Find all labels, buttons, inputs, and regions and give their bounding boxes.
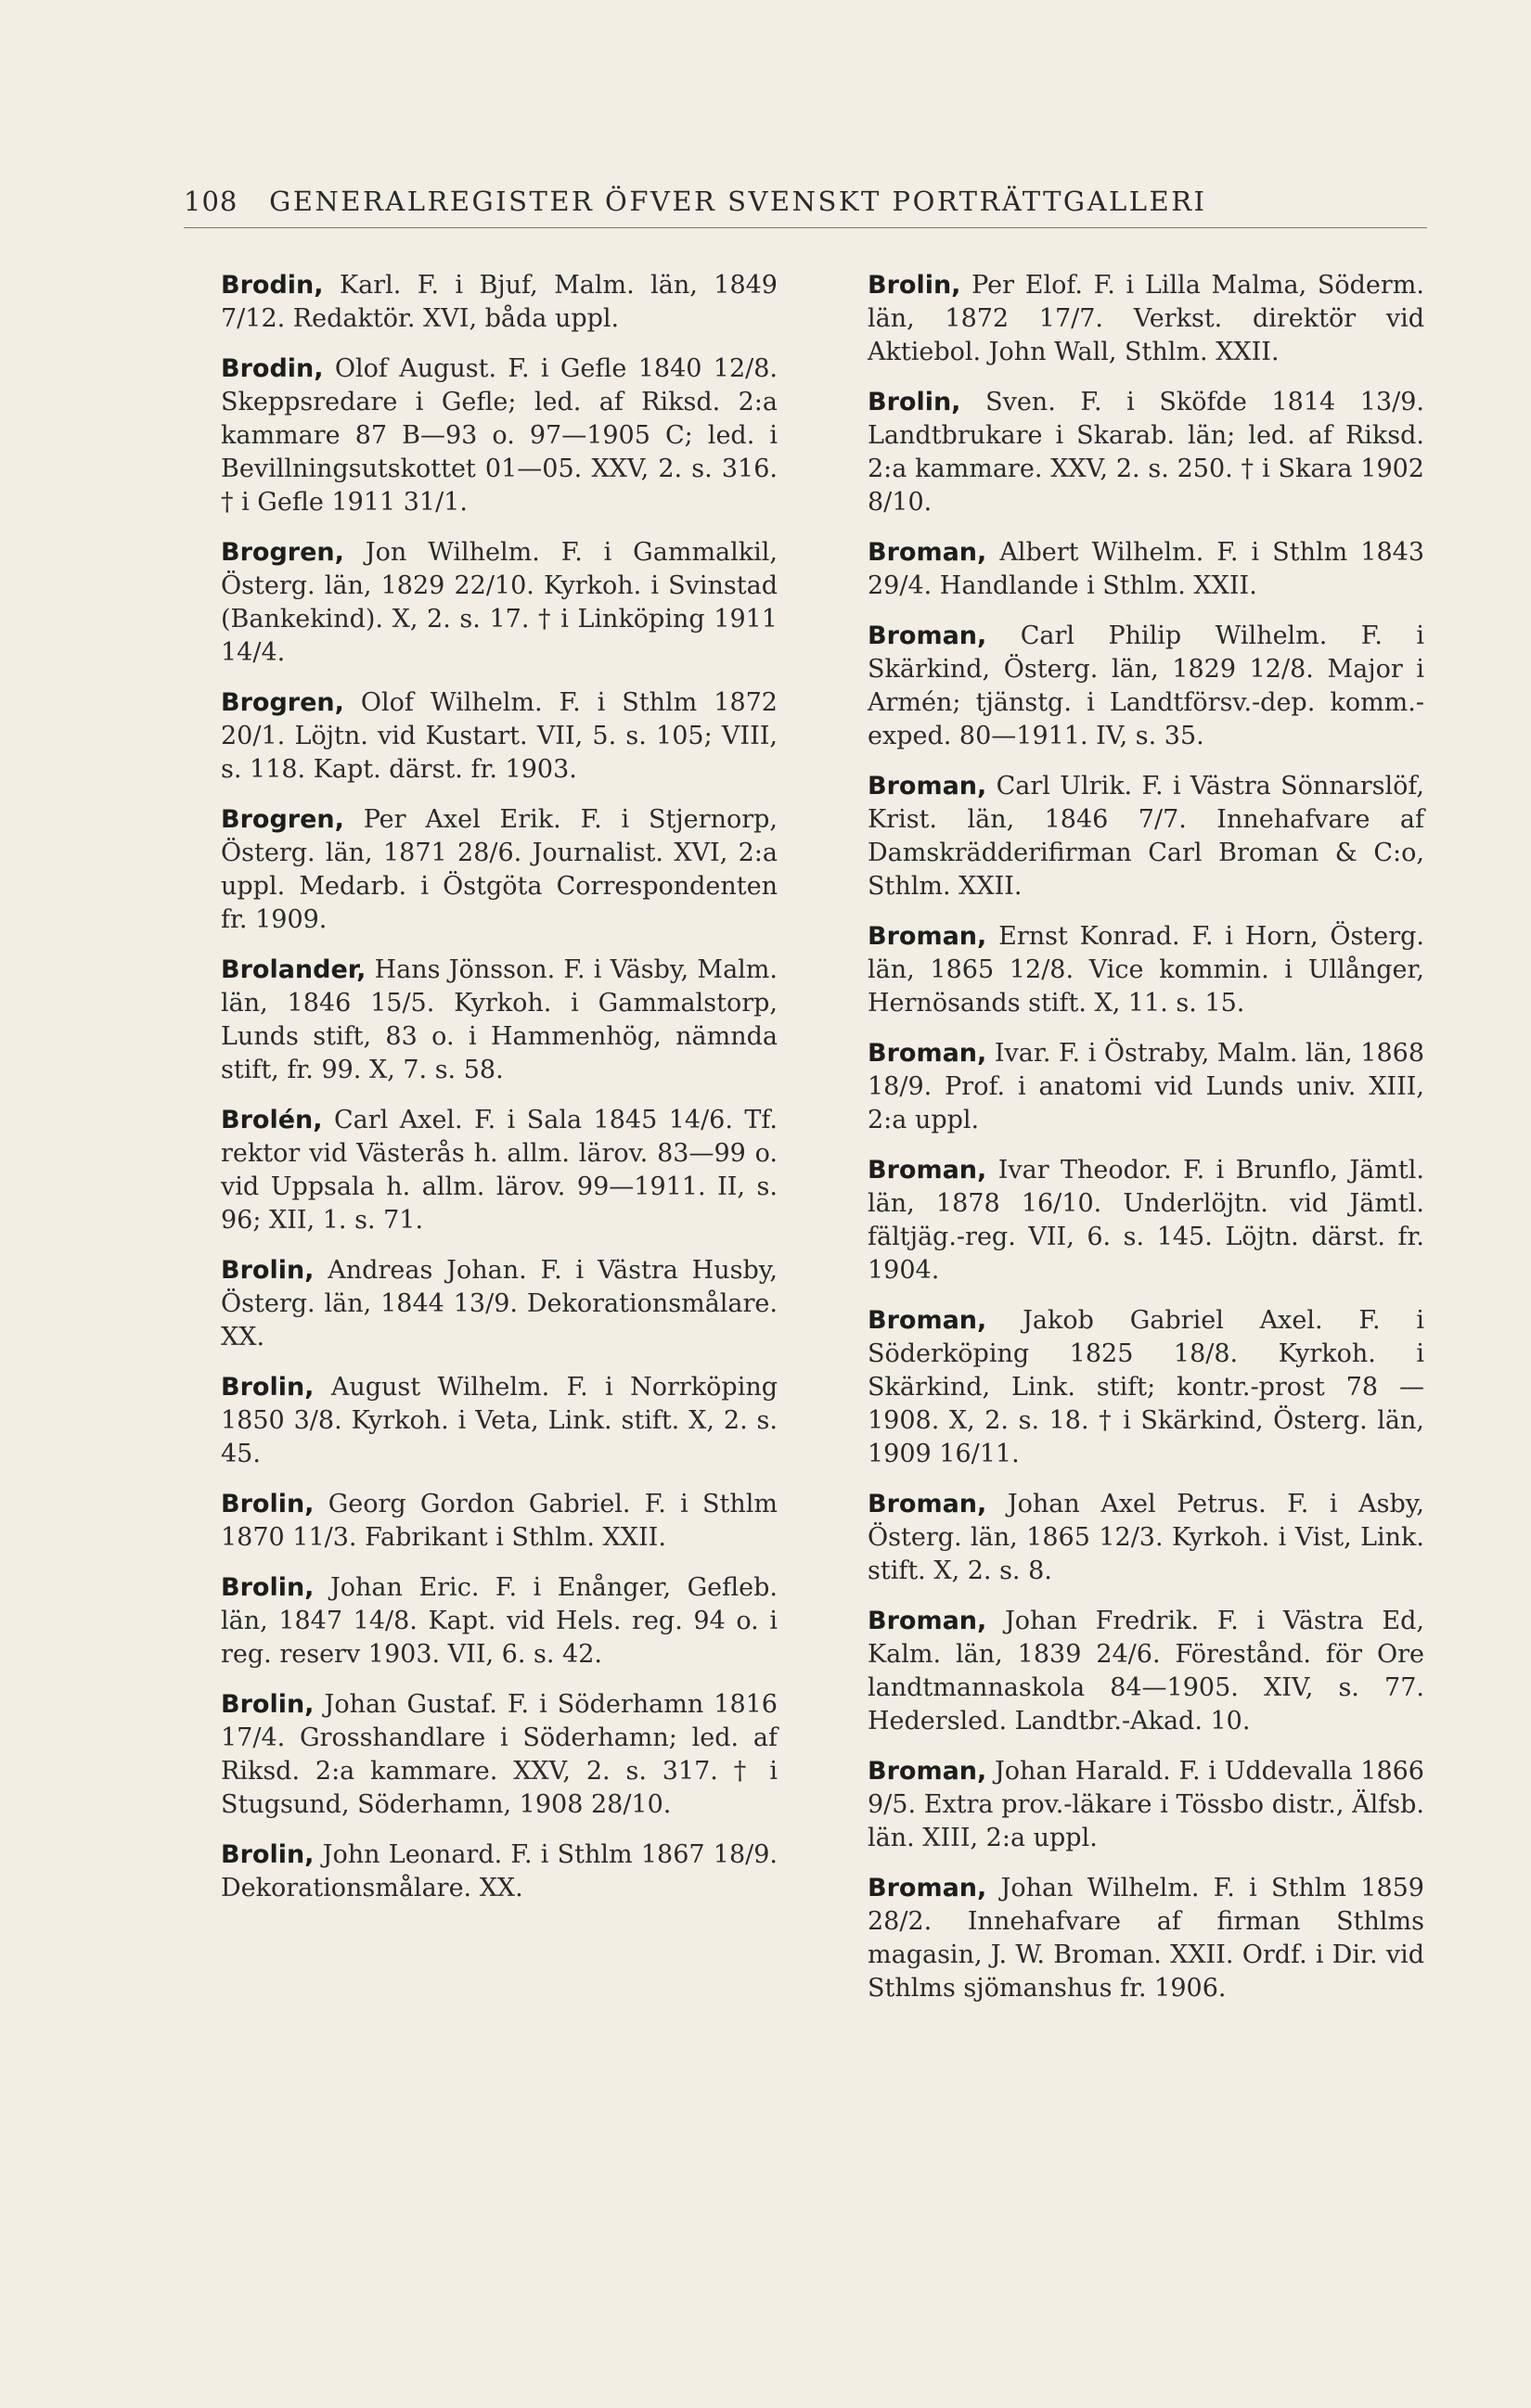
entry-text: Per Elof. F. i Lilla Malma, Söderm. län, 1872 17/7. Verkst. direktör vid Aktiebol. John Wall, Sthlm. XXII. [868, 271, 1424, 366]
register-entry [221, 1254, 778, 1354]
register-entry [868, 269, 1424, 369]
entry-text: Olof Wilhelm. F. i Sthlm 1872 20/1. Löjtn. vid Kustart. VII, 5. s. 105; VIII, s. 118. Kapt. därst. fr. 1903. [221, 688, 778, 784]
entry-text: Albert Wilhelm. F. i Sthlm 1843 29/4. Handlande i Sthlm. XXII. [868, 538, 1425, 600]
entry-text: Ivar Theodor. F. i Brunflo, Jämtl. län, 1878 16/10. Underlöjtn. vid Jämtl. fältjäg.-reg. VII, 6. s. 145. Löjtn. därst. fr. 1904. [868, 1156, 1424, 1285]
entry-text: Andreas Johan. F. i Västra Husby, Österg. län, 1844 13/9. Dekorationsmålare. XX. [221, 1256, 778, 1351]
entry-surname: Brolander, [221, 955, 367, 984]
entry-surname: Broman, [868, 538, 987, 567]
register-entry [868, 1605, 1424, 1738]
entry-text: August Wilhelm. F. i Norrköping 1850 3/8. Kyrkoh. i Veta, Link. stift. X, 2. s. 45. [221, 1373, 778, 1468]
register-entry [868, 770, 1424, 903]
entry-text: Hans Jönsson. F. i Väsby, Malm. län, 1846 15/5. Kyrkoh. i Gammalstorp, Lunds stift, 83 o. i Hammenhög, nämnda stift, fr. 99. X, 7. s. 58. [221, 955, 778, 1084]
entry-surname: Brogren, [221, 538, 344, 567]
entry-text: Johan Eric. F. i Enånger, Gefleb. län, 1847 14/8. Kapt. vid Hels. reg. 94 o. i reg. reserv 1903. VII, 6. s. 42. [221, 1573, 778, 1669]
entry-text: Jon Wilhelm. F. i Gammalkil, Österg. län, 1829 22/10. Kyrkoh. i Svinstad (Bankekind). X, 2. s. 17. † i Linköping 1911 14/4. [221, 538, 778, 667]
entry-text: Georg Gordon Gabriel. F. i Sthlm 1870 11/3. Fabrikant i Sthlm. XXII. [221, 1490, 778, 1552]
entry-text: Per Axel Erik. F. i Stjernorp, Österg. län, 1871 28/6. Journalist. XVI, 2:a uppl. Medarb. i Östgöta Correspondenten fr. 1909. [221, 805, 778, 934]
left-column [221, 269, 778, 1922]
register-entry [868, 1037, 1424, 1137]
header-rule [184, 227, 1427, 228]
register-entry [868, 620, 1424, 753]
entry-surname: Broman, [868, 1306, 987, 1335]
entry-text: Olof August. F. i Gefle 1840 12/8. Skeppsredare i Gefle; led. af Riksd. 2:a kammare 87 B—93 o. 97—1905 C; led. i Bevillningsutskottet 01—05. XXV, 2. s. 316. † i Gefle 1911 31/1. [221, 354, 778, 517]
entry-text: Johan Fredrik. F. i Västra Ed, Kalm. län, 1839 24/6. Förestånd. för Ore landtmannaskola 84—1905. XIV, s. 77. Hedersled. Landtbr.-Akad. 10. [868, 1607, 1424, 1736]
entry-text: Carl Axel. F. i Sala 1845 14/6. Tf. rektor vid Västerås h. allm. lärov. 83—99 o. vid Uppsala h. allm. lärov. 99—1911. II, s. 96; XII, 1. s. 71. [221, 1106, 778, 1235]
entry-text: Karl. F. i Bjuf, Malm. län, 1849 7/12. Redaktör. XVI, båda uppl. [221, 271, 778, 333]
register-entry [221, 686, 778, 787]
entry-surname: Brodin, [221, 271, 324, 300]
register-entry [868, 1755, 1424, 1855]
entry-text: Jakob Gabriel Axel. F. i Söderköping 1825 18/8. Kyrkoh. i Skärkind, Link. stift; kontr.-prost 78 —1908. X, 2. s. 18. † i Skärkind, Österg. län, 1909 16/11. [868, 1306, 1424, 1468]
entry-surname: Broman, [868, 922, 987, 951]
entry-text: Sven. F. i Sköfde 1814 13/9. Landtbrukare i Skarab. län; led. af Riksd. 2:a kammare. XXV, 2. s. 250. † i Skara 1902 8/10. [868, 388, 1424, 517]
entry-text: Ivar. F. i Östraby, Malm. län, 1868 18/9. Prof. i anatomi vid Lunds univ. XIII, 2:a uppl. [868, 1039, 1425, 1134]
entry-text: Carl Philip Wilhelm. F. i Skärkind, Österg. län, 1829 12/8. Major i Armén; tjänstg. i Landtförsv.-dep. komm.-exped. 80—1911. IV, s. 35. [868, 621, 1424, 750]
register-entry [221, 536, 778, 670]
right-column [868, 269, 1424, 2022]
register-entry [221, 1838, 778, 1905]
entry-surname: Brolin, [221, 1256, 315, 1285]
entry-surname: Brolin, [221, 1690, 315, 1719]
entry-surname: Brolin, [221, 1490, 315, 1518]
entry-text: Johan Wilhelm. F. i Sthlm 1859 28/2. Innehafvare af firman Sthlms magasin, J. W. Broman. XXII. Ordf. i Dir. vid Sthlms sjömanshus fr. 1906. [868, 1874, 1424, 2003]
entry-surname: Brogren, [221, 805, 344, 834]
entry-surname: Broman, [868, 1757, 987, 1786]
register-entry [868, 1872, 1424, 2005]
register-entry [868, 386, 1424, 519]
register-entry [868, 536, 1424, 603]
entry-text: Carl Ulrik. F. i Västra Sönnarslöf, Krist. län, 1846 7/7. Innehafvare af Damskrädderifirman Carl Broman & C:o, Sthlm. XXII. [868, 772, 1424, 901]
register-entry [221, 352, 778, 519]
register-entry [221, 269, 778, 336]
entry-surname: Brolin, [221, 1573, 315, 1602]
register-entry [868, 1488, 1424, 1588]
entry-text: Johan Axel Petrus. F. i Asby, Österg. län, 1865 12/3. Kyrkoh. i Vist, Link. stift. X, 2. s. 8. [868, 1490, 1424, 1585]
entry-surname: Brodin, [221, 354, 324, 383]
entry-text: John Leonard. F. i Sthlm 1867 18/9. Dekorationsmålare. XX. [221, 1840, 778, 1902]
register-entry [221, 1688, 778, 1822]
entry-text: Johan Harald. F. i Uddevalla 1866 9/5. Extra prov.-läkare i Tössbo distr., Älfsb. län. XIII, 2:a uppl. [868, 1757, 1424, 1852]
page-title: GENERALREGISTER ÖFVER SVENSKT PORTRÄTTGALLERI [269, 186, 1207, 217]
entry-surname: Broman, [868, 772, 987, 801]
entry-surname: Brolin, [221, 1840, 315, 1869]
entry-surname: Brolin, [868, 388, 961, 416]
register-entry [221, 1371, 778, 1471]
entry-surname: Brolin, [221, 1373, 315, 1402]
register-entry [221, 1488, 778, 1555]
register-entry [868, 1304, 1424, 1471]
page-number: 108 [184, 186, 238, 217]
entry-text: Ernst Konrad. F. i Horn, Österg. län, 1865 12/8. Vice kommin. i Ullånger, Hernösands stift. X, 11. s. 15. [868, 922, 1424, 1018]
entry-surname: Broman, [868, 1039, 987, 1068]
entry-surname: Broman, [868, 1607, 987, 1635]
entry-text: Johan Gustaf. F. i Söderhamn 1816 17/4. Grosshandlare i Söderhamn; led. af Riksd. 2:a kammare. XXV, 2. s. 317. † i Stugsund, Söderhamn, 1908 28/10. [221, 1690, 778, 1819]
register-entry [221, 954, 778, 1087]
entry-surname: Broman, [868, 621, 987, 650]
register-entry [868, 920, 1424, 1020]
entry-surname: Broman, [868, 1874, 987, 1902]
entry-surname: Brogren, [221, 688, 344, 717]
register-entry [868, 1154, 1424, 1287]
running-header [184, 186, 1427, 217]
entry-surname: Broman, [868, 1490, 987, 1518]
register-entry [221, 1104, 778, 1237]
entry-surname: Brolin, [868, 271, 961, 300]
entry-surname: Broman, [868, 1156, 987, 1185]
register-entry [221, 1571, 778, 1672]
entry-surname: Brolén, [221, 1106, 323, 1134]
register-entry [221, 803, 778, 937]
